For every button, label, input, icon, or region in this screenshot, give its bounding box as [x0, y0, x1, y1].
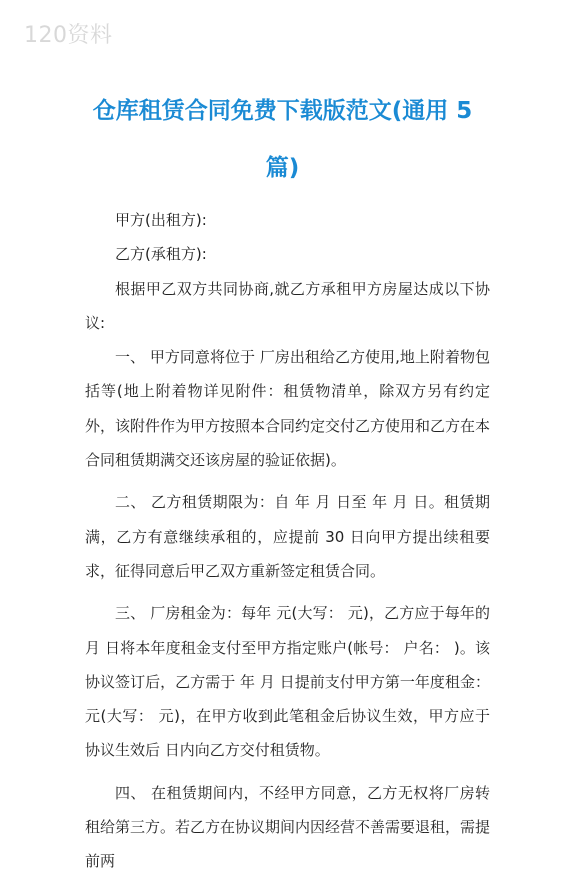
- clause-2: 二、 乙方租赁期限为：自 年 月 日至 年 月 日。租赁期满，乙方有意继续承租的，应提前 30 日向甲方提出续租要求，征得同意后甲乙双方重新签定租赁合同。: [85, 493, 490, 580]
- party-b-line: 乙方(承租方):: [115, 245, 207, 264]
- document-body: [85, 203, 490, 879]
- agreement-intro: 根据甲乙双方共同协商,就乙方承租甲方房屋达成以下协议:: [85, 279, 490, 332]
- party-a-line: 甲方(出租方):: [115, 211, 207, 229]
- clause-4: 四、 在租赁期间内，不经甲方同意，乙方无权将厂房转租给第三方。若乙方在协议期间内因经营不善需要退租，需提前两: [85, 783, 491, 871]
- document-title-line-1: 仓库租赁合同免费下载版范文(通用 5: [92, 98, 473, 124]
- watermark-logo: 120资料: [24, 23, 113, 48]
- document-title-line-2: 篇): [265, 155, 300, 181]
- clause-3: 三、 厂房租金为：每年 元(大写： 元)，乙方应于每年的 月 日将本年度租金支付至甲方指定账户(帐号： 户名： )。该协议签订后，乙方需于 年 月 日提前支付甲方第一年度租金： 元(大写： 元)，在甲方收到此笔租金后协议生效，甲方应于协议生效后 日内向乙方交付租赁物。: [85, 604, 490, 760]
- clause-1: 一、 甲方同意将位于 厂房出租给乙方使用,地上附着物包括等(地上附着物详见附件：租赁物清单，除双方另有约定外，该附件作为甲方按照本合同约定交付乙方使用和乙方在本合同租赁期满交还该房屋的验证依据)。: [85, 348, 491, 470]
